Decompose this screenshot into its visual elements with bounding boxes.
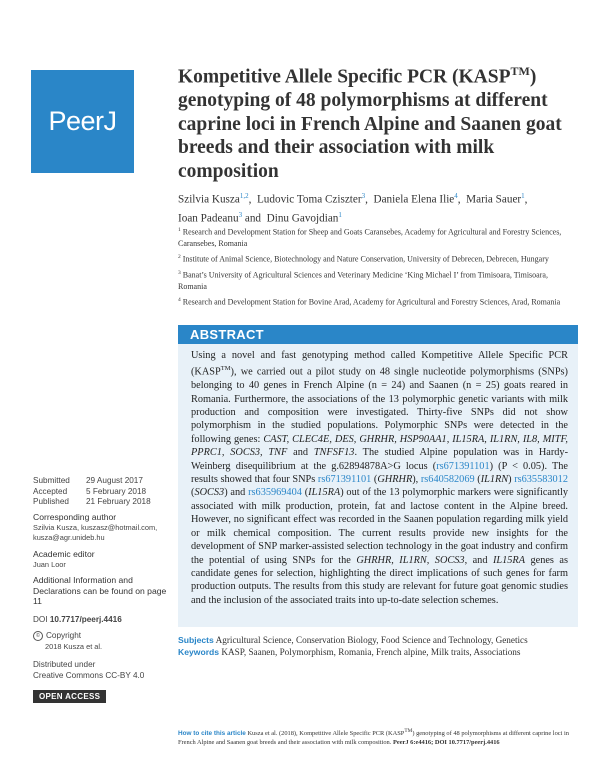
author[interactable]: Maria Sauer xyxy=(466,193,522,206)
affiliation-text: Banat’s University of Agricultural Sciences and Veterinary Medicine ‘King Michael I’ from Timisoara, Timisoara, Romania xyxy=(178,270,548,291)
subjects-label: Subjects xyxy=(178,635,214,645)
published-label: Published xyxy=(33,497,69,507)
cite-text-2: ) genotyping of 48 polymorphisms at different caprine loci in French Alpine and Saanen goat breeds and their association with milk composition. xyxy=(178,730,569,747)
author[interactable]: Ludovic Toma Cziszter xyxy=(256,193,362,206)
subjects-keywords xyxy=(178,634,578,659)
snp-link[interactable]: rs640582069 xyxy=(420,474,475,486)
abstract-text: Using a novel and fast genotyping method called Kompetitive Allele Specific PCR (KASP™), we carried out a pilot study on 48 single nucleotide polymorphisms (SNPs) belonging to 40 genes in French Alpine (n = 24) and Saanen (n = 25) goats reared in Romania. Furthermore, the associations of the 13 polymorphic genetic variants with milk production and composition were investigated. Thirty-five SNPs did not show polymorphism in the studied populations. Polymorphic SNPs were detected in the following genes: CAST, CLEC4E, DES, GHRHR, HSP90AA1, IL15RA, IL1RN, IL8, MITF, PPRC1, SOCS3, TNF and TNFSF13. The studied Alpine population was in Hardy-Weinberg disequilibrium at the g.62894878A>G locus (rs671391101) (P < 0.05). The results showed that four SNPs rs671391101 (GHRHR), rs640582069 (IL1RN) rs635583012 (SOCS3) and rs635969404 (IL15RA) out of the 13 polymorphic markers were significantly associated with milk production, protein, fat and lactose content in the Alpine breed. However, no significant effect was recorded in the Saanen population regarding milk yield or milk chemical composition. The current results provide new insights for the development of SNP marker-assisted selection technology in the goat industry and confirm the potential of using SNPs for the GHRHR, IL1RN, SOCS3, and IL15RA genes as candidate genes for selection, highlighting the direct implications of such genes for farm production outputs. The results from this study are relevant for future goat genomic studies and the inclusion of the associated traits into up-to-date selection schemes. xyxy=(191,350,569,606)
abstract-heading: ABSTRACT xyxy=(190,327,264,342)
paper-title xyxy=(178,60,573,183)
affiliation xyxy=(178,225,578,249)
affiliation xyxy=(178,268,578,292)
abstract-genes: CAST, CLEC4E, DES, GHRHR, HSP90AA1, IL15RA, IL1RN, IL8, MITF, PPRC1, SOCS3, TNF xyxy=(191,433,569,459)
doi-block xyxy=(33,615,173,626)
affiliation-num: 3 xyxy=(178,269,181,276)
peerj-logo[interactable] xyxy=(31,70,134,173)
author[interactable]: Daniela Elena Ilie xyxy=(373,193,455,206)
editor-name: Juan Loor xyxy=(33,559,66,569)
submitted-date: 29 August 2017 xyxy=(86,476,143,485)
abstract-s1: Using a novel and fast genotyping method called Kompetitive Allele Specific PCR (KASP xyxy=(191,350,568,378)
affiliation xyxy=(178,295,578,308)
abstract-s4: ) (P < 0.05). The results showed that four SNPs xyxy=(191,460,568,486)
abstract-gene-last: TNFSF13 xyxy=(313,447,355,459)
abstract-s6: genes as candidate genes for selection, highlighting the direct implications of such genes for farm production outputs. The results from this study are relevant for future goat genomic studies and the inclusion of the associated traits into up-to-date selection schemes. xyxy=(191,554,568,606)
logo-text: PeerJ xyxy=(48,106,117,136)
author[interactable]: Ioan Padeanu xyxy=(178,212,239,225)
corr-email[interactable]: Szilvia Kusza, kuszasz@hotmail.com, xyxy=(33,522,158,532)
affiliation-text: Research and Development Station for Sheep and Goats Caransebes, Academy for Agricultural and Forestry Sciences, Caransebes, Romania xyxy=(178,227,562,248)
abstract-s3: . The studied Alpine population was in Hardy-Weinberg disequilibrium at the g.62894878A>G locus ( xyxy=(191,447,568,472)
title-part2: ) genotyping of 48 polymorphisms at different caprine loci in French Alpine and Saanen goat breeds and their association with milk composition xyxy=(178,66,562,182)
snp-link[interactable]: rs671391101 xyxy=(436,460,490,472)
how-to-cite xyxy=(178,727,578,747)
abstract-s5: ) out of the 13 polymorphic markers were significantly associated with milk production, protein, fat and lactose content in the Alpine breed. However, no significant effect was recorded in the Saanen population regarding milk yield or milk chemical composition. The current results provide new insights for the development of SNP marker-assisted selection technology in the goat industry and confirm the potential of using SNPs for the xyxy=(191,487,568,566)
keywords-label: Keywords xyxy=(178,647,220,658)
license-link[interactable]: Creative Commons CC-BY 4.0 xyxy=(33,670,145,680)
gene-name: SOCS3 xyxy=(194,487,225,499)
additional-info-text[interactable]: Additional Information and Declarations can be found on page 11 xyxy=(33,575,167,607)
affiliation xyxy=(178,252,578,265)
abstract-s2: ), we carried out a pilot study on 48 single nucleotide polymorphisms (SNPs) belonging to 40 genes in French Alpine (n = 24) and Saanen (n = 25) goats reared in Romania. Furthermore, the associations of the 13 polymorphic genetic variants with milk production and composition were investigated. Thirty-five SNPs did not show polymorphism in the studied populations. Polymorphic SNPs were detected in the following genes: xyxy=(191,366,568,445)
keywords-line xyxy=(178,646,578,658)
keywords-text[interactable]: KASP, Saanen, Polymorphism, Romania, French alpine, Milk traits, Associations xyxy=(221,647,521,658)
corresponding-author-block xyxy=(33,512,173,544)
abstract-heading-bar xyxy=(178,325,578,344)
cite-tm: TM xyxy=(404,728,413,734)
open-access-badge: OPEN ACCESS xyxy=(33,690,106,703)
author-affil-ref[interactable]: 1 xyxy=(338,210,342,219)
gene-name: IL15RA xyxy=(308,487,341,499)
author-affil-ref[interactable]: 3 xyxy=(238,210,243,219)
published-date: 21 February 2018 xyxy=(86,497,151,507)
affiliation-num: 4 xyxy=(178,296,181,303)
submitted-label: Submitted xyxy=(33,476,70,485)
title-tm: TM xyxy=(510,64,530,78)
accepted-date: 5 February 2018 xyxy=(86,486,147,496)
gene-name: GHRHR, IL1RN, SOCS3 xyxy=(356,554,465,566)
copyright-icon: © xyxy=(33,631,43,641)
editor-label: Academic editor xyxy=(33,549,95,559)
abstract-tm: TM xyxy=(220,365,231,373)
doi-link[interactable]: 10.7717/peerj.4416 xyxy=(49,615,122,624)
affiliation-num: 1 xyxy=(178,227,181,233)
doi-label: DOI xyxy=(33,615,48,624)
gene-name: IL1RN xyxy=(480,474,509,486)
copyright-block xyxy=(33,631,173,652)
subjects-text[interactable]: Agricultural Science, Conservation Biology, Food Science and Technology, Genetics xyxy=(215,635,528,645)
license-label: Distributed under xyxy=(33,660,96,669)
gene-name: GHRHR xyxy=(377,474,413,486)
affiliation-text: Institute of Animal Science, Biotechnology and Nature Conservation, University of Debrecen, Debrecen, Hungary xyxy=(182,254,549,264)
corr-label: Corresponding author xyxy=(33,512,117,522)
accepted-label: Accepted xyxy=(33,486,68,496)
author-affil-ref[interactable]: 4 xyxy=(454,192,458,200)
gene-name: IL15RA xyxy=(492,554,526,566)
copyright-label: Copyright xyxy=(46,631,82,641)
corr-email-2[interactable]: kusza@agr.unideb.hu xyxy=(33,533,105,543)
cite-ref[interactable]: PeerJ 6:e4416; DOI 10.7717/peerj.4416 xyxy=(392,739,500,747)
license-block xyxy=(33,660,173,681)
author-affil-ref[interactable]: 1 xyxy=(521,192,525,200)
abstract-and: and xyxy=(287,447,314,459)
additional-info xyxy=(33,575,173,607)
affiliation-text: Research and Development Station for Bovine Arad, Academy for Agricultural and Forestry Sciences, Arad, Romania xyxy=(182,297,561,307)
cite-text-1: Kusza et al. (2018), Kompetitive Allele Specific PCR (KASP xyxy=(247,730,405,738)
author-list: Szilvia Kusza$^{1,2}$, Ludovic Toma Cziszter$^3$, Daniela Elena Ilie$^4$, Maria Sauer$^1$, Ioan Padeanu$^3$ and Dinu Gavojdian$^1$ xyxy=(178,192,528,225)
author[interactable]: Szilvia Kusza xyxy=(178,193,240,206)
author-affil-ref[interactable]: 3 xyxy=(361,192,366,200)
snp-link[interactable]: rs635583012 xyxy=(514,474,568,486)
snp-link[interactable]: rs671391101 xyxy=(317,474,372,486)
affiliation-num: 2 xyxy=(178,254,181,261)
title-part1: Kompetitive Allele Specific PCR (KASP xyxy=(178,66,511,88)
snp-link[interactable]: rs635969404 xyxy=(248,487,302,499)
dates-block xyxy=(33,476,173,508)
subjects-line xyxy=(178,634,578,646)
affiliations xyxy=(178,225,578,311)
author[interactable]: Dinu Gavojdian xyxy=(266,212,339,225)
author-affil-ref[interactable]: 1,2 xyxy=(239,192,249,200)
editor-block xyxy=(33,549,173,570)
copyright-year: 2018 Kusza et al. xyxy=(45,641,103,651)
cite-label: How to cite this article xyxy=(178,730,246,738)
